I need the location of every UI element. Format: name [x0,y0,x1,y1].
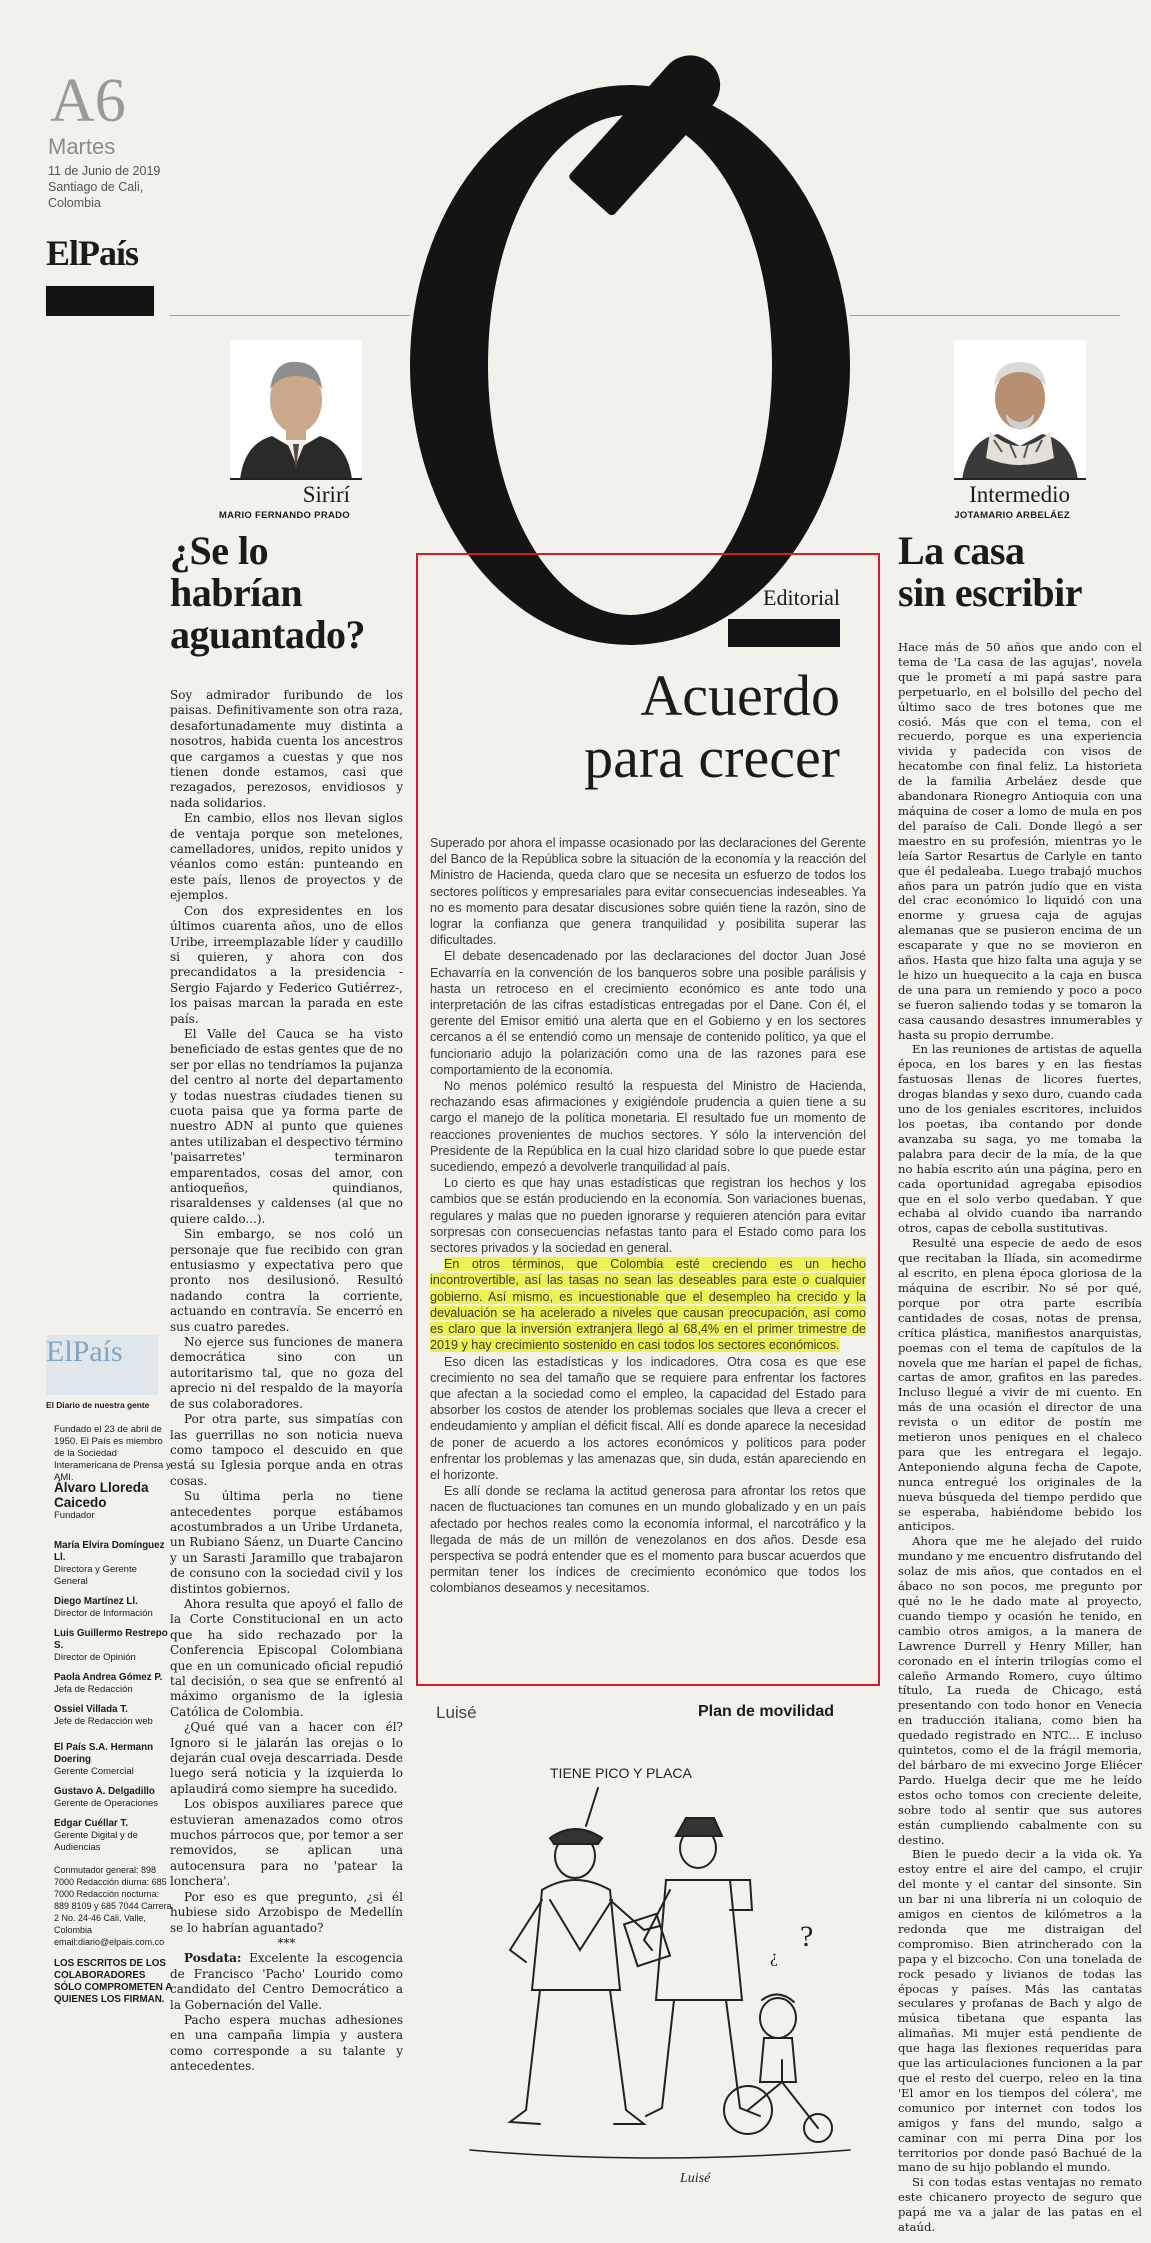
staff-name: Luis Guillermo Restrepo S. [54,1628,168,1651]
left-paragraph: El Valle del Cauca se ha visto beneficiado de estas gentes que de no ser por ellas no tendríamos la pujanza del centro al norte del departamento y todas nuestras ciudades tienen su cuota paisa que ya forma parte de nuestro ADN al punto que quienes antes utilizaban el despectivo término 'paisarretes' terminaron emparentados, cosas del amor, con antioqueños, quindianos, risaraldenses y caldenses (al que no quiere caldo...). [170,1026,403,1226]
right-paragraph: Bien le puedo decir a la vida ok. Ya estoy entre el aire del campo, el crujir del monte y el cantar del sinsonte. Sin un bar ni una librería ni un coloquio de amigos en cientos de kilómetros a la redonda que me distraigan del compromiso. Bien atrincherado con la papa y el bizcocho. Con una tonelada de rock pesado y livianos de todas las épocas y países. Más las cantatas seculares y profanas de Bach y algo de música tibetana que espanta las alimañas. Mi mujer está pendiente de que haga las flexiones requeridas para que las articulaciones funcionen a la par que el resto del cuerpo, releo en la tina 'El amor en los tiempos del cólera', me comunico por internet con todos los amigos y fans del mundo, salgo a caminar con mi perra Dina por los territorios por donde pasó Bachué de la mano de su hijo poblando el mundo. [898,1847,1142,2175]
staff-role: Gerente Digital y de Audiencias [54,1830,138,1853]
header-rule-left [170,315,410,316]
right-headline-line2: sin escribir [898,570,1082,615]
separator: *** [277,1935,296,1950]
header-rule-right [850,315,1120,316]
left-article-body [170,688,403,2075]
right-headline-line1: La casa [898,528,1025,573]
right-paragraph: Resulté una especie de aedo de esos que recitaban la Ilíada, sin acomedirme al escrito, en plena época gloriosa de la máquina de escribir. No sé por qué, porque por otra parte escribía cantidades de cosas, notas de prensa, crítica plástica, manifiestos anarquistas, poemas con el tema de capítulos de la novela que me harían el papel de fichas, cartas de amor, grafitos en las paredes. Incluso llegué a vivir de mi cuento. En más de una ocasión el director de una revista o un editor de postín me metieron unos peniques en el chaleco para que les entregara el legajo. Anteponiendo alguna fecha de Capote, nunca entregué los originales de la nueva búsqueda del tiempo perdido que se esperaba, habiéndome bebido los anticipos. [898,1236,1142,1534]
left-paragraph: ¿Qué qué van a hacer con él? Ignoro si le jalarán las orejas o lo dejarán cual oveja descarriada. Desde luego será noticia y la izquierda lo aplaudirá como siempre ha sucedido. [170,1720,403,1796]
highlighted-text: En otros términos, que Colombia esté creciendo es un hecho incontrovertible, así las tasas no sean las deseables para este o cualquier gobierno. Así mismo, es incuestionable que el desempleo ha crecido y la devaluación se ha acelerado a niveles que causan preocupación, así como es claro que la inversión extranjera llegó al 68,4% en el primer trimestre de 2019 y hay crecimiento sostenido en casi todos los sectores económicos. [430,1257,866,1353]
cartoon-title: Plan de movilidad [698,1703,835,1720]
editorial-title-line2: para crecer [584,725,840,790]
sidebar-contact: Conmutador general: 898 7000 Redacción diurna: 685 7000 Redacción nocturna: 889 8109 y 685 7044 Carrera 2 No. 24-46 Cali, Valle, Colombia email:diario@elpais.com.co [54,1865,172,1947]
columnist-author-left: MARIO FERNANDO PRADO [218,510,350,521]
staff-entry [54,1540,172,1588]
left-paragraph: Los obispos auxiliares parece que estuvieran amenazados como otros muchos párrocos que, por temor a ser removidos, se aplican una autocensura para no 'patear la lonchera'. [170,1797,403,1889]
right-article-headline [898,530,1138,614]
staff-name: El País S.A. Hermann Doering [54,1742,154,1765]
right-paragraph: Ahora que me he alejado del ruido mundano y me encuentro disfrutando del solaz de mis años, que contados en el ábaco no son pocos, me pregunto por qué no le he dado mate al proyecto, cuando tiempo y ocasión he tenido, en cambio otros amigos, a la manera de Lawrence Durrell y Henry Miller, han coronado en el ínterin trilogías como el caleño Armando Romero, cuyo último título, La rueda de Chicago, está presentando con todo honor en Venecia en traducción italiana, como bien ha quedado registrado en NTC... E incluso quintetos, como el de la frágil memoria, del bárbaro de mi exvecino Jorge Eliécer Pardo. Huelga decir que me he leído estos ocho tomos con creciente deleite, sobre todo al sentir que sus autores están cumpliendo cabalmente con su destino. [898,1534,1142,1847]
column-name-sirir: Sirirí [302,482,350,507]
staff-role: Jefe de Redacción web [54,1716,153,1727]
postdata-paragraph [170,1951,403,2013]
left-paragraph: Con dos expresidentes en los últimos cuarenta años, uno de ellos Uribe, irreemplazable líder y caudillo si quieren, y ahora con dos precandidatos a la presidencia -Sergio Fajardo y Federico Gutiérrez-, los paisas marcan la parada en este país. [170,903,403,1026]
logo-bar [46,286,154,316]
postdata-text: Excelente la escogencia de Francisco 'Pacho' Lourido como candidato del Centro Democrático a la Gobernación del Valle. [170,1951,403,2012]
sidebar-disclaimer: LOS ESCRITOS DE LOS COLABORADORES SÓLO COMPROMETEN A QUIENES LOS FIRMAN. [54,1958,172,2005]
staff-role: Directora y Gerente General [54,1564,137,1587]
staff-role: Director de Opinión [54,1652,136,1663]
staff-entry [54,1628,172,1664]
staff-entry [54,1818,172,1854]
sidebar-founded: Fundado el 23 de abril de 1950. El País es miembro de la Sociedad Interamericana de Prensa y AMI. [54,1424,171,1483]
editorial-label: Editorial [763,585,840,610]
staff-name: María Elvira Domínguez Ll. [54,1540,165,1563]
editorial-bar [728,619,840,647]
column-name-intermedio: Intermedio [969,482,1070,507]
sidebar-tagline: El Diario de nuestra gente [46,1400,150,1410]
staff-entry [54,1596,172,1620]
editorial-paragraph: No menos polémico resultó la respuesta del Ministro de Hacienda, rechazando esas afirmaciones y exigiéndole prudencia a quien tiene a su cargo el manejo de la política monetaria. El resultado fue un momento de reacciones provenientes de muchos sectores. Y sólo la intervención del Presidente de la República en la cual hizo claridad sobre lo que puede estar sucediendo, empezó a devolverle tranquilidad al país. [430,1079,866,1175]
staff-role: Jefa de Redacción [54,1684,133,1695]
page-date: 11 de Junio de 2019 Santiago de Cali, Colombia [48,164,161,210]
page-day: Martes [48,134,116,159]
right-article-body [898,640,1142,2235]
editorial-highlighted-paragraph [430,1256,866,1353]
staff-role: Gerente de Operaciones [54,1798,159,1809]
left-paragraph: Ahora resulta que apoyó el fallo de la Corte Constitucional en un acto que ha sido rechazado por la Conferencia Episcopal Colombiana que en un comunicado oficial repudió tal decisión, o sea que se enfrentó al máximo organismo de la iglesia Católica de Colombia. [170,1596,403,1719]
editorial-title [420,665,840,789]
right-paragraph: Si con todas estas ventajas no remato este chicanero proyecto de seguro que papá me va a jalar de las patas en el ataúd. [898,2175,1142,2235]
left-paragraph: Por eso es que pregunto, ¿si él hubiese sido Arzobispo de Medellín se lo habrían aguantado? [170,1889,403,1935]
staff-name: Edgar Cuéllar T. [54,1818,129,1829]
left-paragraph: Por otra parte, sus simpatías con las guerrillas no son noticia nueva como tampoco el descuido en que está su Iglesia porque anda en otras cosas. [170,1412,403,1488]
founder-role: Fundador [54,1510,95,1521]
cartoon-signature: Luisé [680,2171,711,2186]
sidebar-staff [54,1540,172,2006]
left-article-headline: ¿Se lo habrían aguantado? [170,528,366,657]
editorial-paragraph: Superado por ahora el impasse ocasionado por las declaraciones del Gerente del Banco de la República sobre la situación de la economía y la reacción del Ministro de Hacienda, queda claro que se necesita un esfuerzo de todos los sectores políticos y empresariales para evitar consecuencias indeseables. Ya no es momento para desatar discusiones sobre quién tiene la razón, sino de lograr la confianza que genera tranquilidad y posibilita superar las dificultades. [430,836,866,948]
staff-entry [54,1742,172,1778]
editorial-paragraph: Es allí donde se reclama la actitud generosa para afrontar los retos que nacen de fluctuaciones tan comunes en un mundo globalizado y en un país afectado por hechos reales como la economía informal, el narcotráfico y la llegada de más de un millón de venezolanos en dos años. Desde esa perspectiva se podrá entender que es el momento para buscar acuerdos que permitan tener los índices de crecimiento económico que todos los colombianos deseamos y necesitamos. [430,1484,866,1596]
sidebar-founder [54,1480,172,1522]
staff-entry [54,1672,172,1696]
staff-entry [54,1704,172,1728]
editorial-body [430,835,866,1597]
columnist-portrait-left [230,340,362,480]
left-paragraph: Su última perla no tiene antecedentes porque estábamos acostumbrados a un Uribe Urdaneta, un Rubiano Sáenz, un Duarte Cancino y un Sarasti Jaramillo que trabajaron de consuno con la sociedad civil y los distintos gobiernos. [170,1489,403,1596]
speech-text: TIENE PICO Y PLACA [550,1765,692,1781]
cartoon-illustration [430,1730,880,2200]
svg-text:?: ? [800,1920,814,1953]
staff-name: Gustavo A. Delgadillo [54,1786,155,1797]
staff-name: Diego Martínez Ll. [54,1596,138,1607]
columnist-portrait-right [954,340,1086,480]
left-paragraph: No ejerce sus funciones de manera democrática sino con un autoritarismo tal, que no goza del aprecio ni del respaldo de la mayoría de sus colaboradores. [170,1335,403,1411]
cartoonist-name: Luisé [436,1703,477,1722]
postdata-label: Posdata: [184,1951,242,1966]
editorial-paragraph: Lo cierto es que hay unas estadísticas que registran los hechos y los cambios que se están produciendo en la economía. Son variaciones buenas, regulares y malas que no pueden ignorarse y requieren atención para evitar sorpresas con consecuencias nefastas tanto para el Estado como para los sectores privados y la sociedad en general. [430,1176,866,1256]
left-paragraph: Soy admirador furibundo de los paisas. Definitivamente son otra raza, desafortunadamente muy distinta a nosotros, habida cuenta los ancestros que cargamos a cuestas y que nos tienen donde estamos, casi que rezagados, perezosos, envidiosos y nada solidarios. [170,688,403,810]
columnist-author-right: JOTAMARIO ARBELÁEZ [954,510,1070,521]
staff-name: Ossiel Villada T. [54,1704,128,1715]
svg-text:¿: ¿ [770,1946,778,1966]
editorial-paragraph: Eso dicen las estadísticas y los indicadores. Otra cosa es que ese crecimiento no sea del tamaño que se requiere para enfrentar los factores que afectan a la sociedad como el empleo, la capacidad del Estado para absorber los costos de atender los problemas sociales que lleva a crecer el endeudamiento y amplían el déficit fiscal. Allí es donde aparece la necesidad de poner de acuerdo a los actores económicos y políticos para poder enfrentar los problemas y las amenazas que, sin duda, están apareciendo en el horizonte. [430,1354,866,1482]
editorial-box [416,553,880,1686]
left-paragraph: Sin embargo, se nos coló un personaje que fue recibido con gran entusiasmo y expectativa pero que pronto nos desilusionó. Resultó nadando contra la corriente, actuando en contravía. Se encerró en sus cuatro paredes. [170,1227,403,1334]
founder-name: Álvaro Lloreda Caicedo [54,1480,149,1510]
page-number: A6 [50,67,126,135]
editorial-paragraph: El debate desencadenado por las declaraciones del doctor Juan José Echavarría en la convención de los banqueros sobre una posible parálisis y hasta un retroceso en el crecimiento económico es ante todo una interpretación de las cifras estadísticas entregadas por el Dane. Con él, el gerente del Emisor emitió una alerta que en el Gobierno y en los sectores cercanos a él se entendió como un mensaje de contenido político, ya que el funcionario adujo la polarización como una de las razones para ese comportamiento de la economía. [430,949,866,1077]
staff-entry [54,1786,172,1810]
newspaper-logo: ElPaís [46,233,139,273]
staff-name: Paola Andrea Gómez P. [54,1672,163,1683]
editorial-title-line1: Acuerdo [640,663,840,728]
staff-role: Director de Información [54,1608,153,1619]
staff-role: Gerente Comercial [54,1766,134,1777]
left-closing: Pacho espera muchas adhesiones en una campaña limpia y austera como corresponde a su talante y antecedentes. [170,2012,403,2074]
right-paragraph: En las reuniones de artistas de aquella época, en los bares y en las fiestas fastuosas llenas de licores fuertes, drogas blandas y sexo duro, cuando cada uno de los geniales escritores, incluidos los poetas, iba contando por donde avanzaba su saga, yo me tomaba la palabra para decir de la mía, de la que no había escrito aún una página, pero en cada oportunidad agregaba episodios que en el solo verbo quedaban. Y que echaba al olvido cuando iba narrando otros, capas de cebolla sustitutivas. [898,1042,1142,1236]
sidebar-logo: ElPaís [46,1335,123,1368]
left-paragraph: En cambio, ellos nos llevan siglos de ventaja porque son metelones, camelladores, unidos, repito unidos y véanlos como están: punteando en este país, llenos de proyectos y de ejemplos. [170,811,403,903]
right-paragraph: Hace más de 50 años que ando con el tema de 'La casa de las agujas', novela que le prometí a mi papá sastre para perpetuarlo, en el bolsillo del pecho del último saco de tres botones que me cosió. Más que con el tema, con el recuerdo, porque es una experiencia vivida y padecida con visos de hecatombe con final feliz. La historieta de la familia Arbeláez desde que abandonara Rionegro Antioquia con una máquina de coser a lomo de mula en pos del paraíso de Cali. Donde llegó a ser maestro en su profesión, mientras yo le leía Sartor Resartus de Carlyle en tanto que él pedaleaba. Luego trabajó muchos años para un patrón judío que en vista del crac económico lo liquidó con una enorme y gruesa caja de agujas alemanas que se pusieron encima de un escaparate y que no se movieron en años. Hasta que hizo falta una aguja y se le hizo un huequecito a la caja en busca de una para un remiendo y poco a poco se fueron saliendo todas y se tomaron la casa causando desastres innumerables y hasta su propio derrumbe. [898,640,1142,1042]
